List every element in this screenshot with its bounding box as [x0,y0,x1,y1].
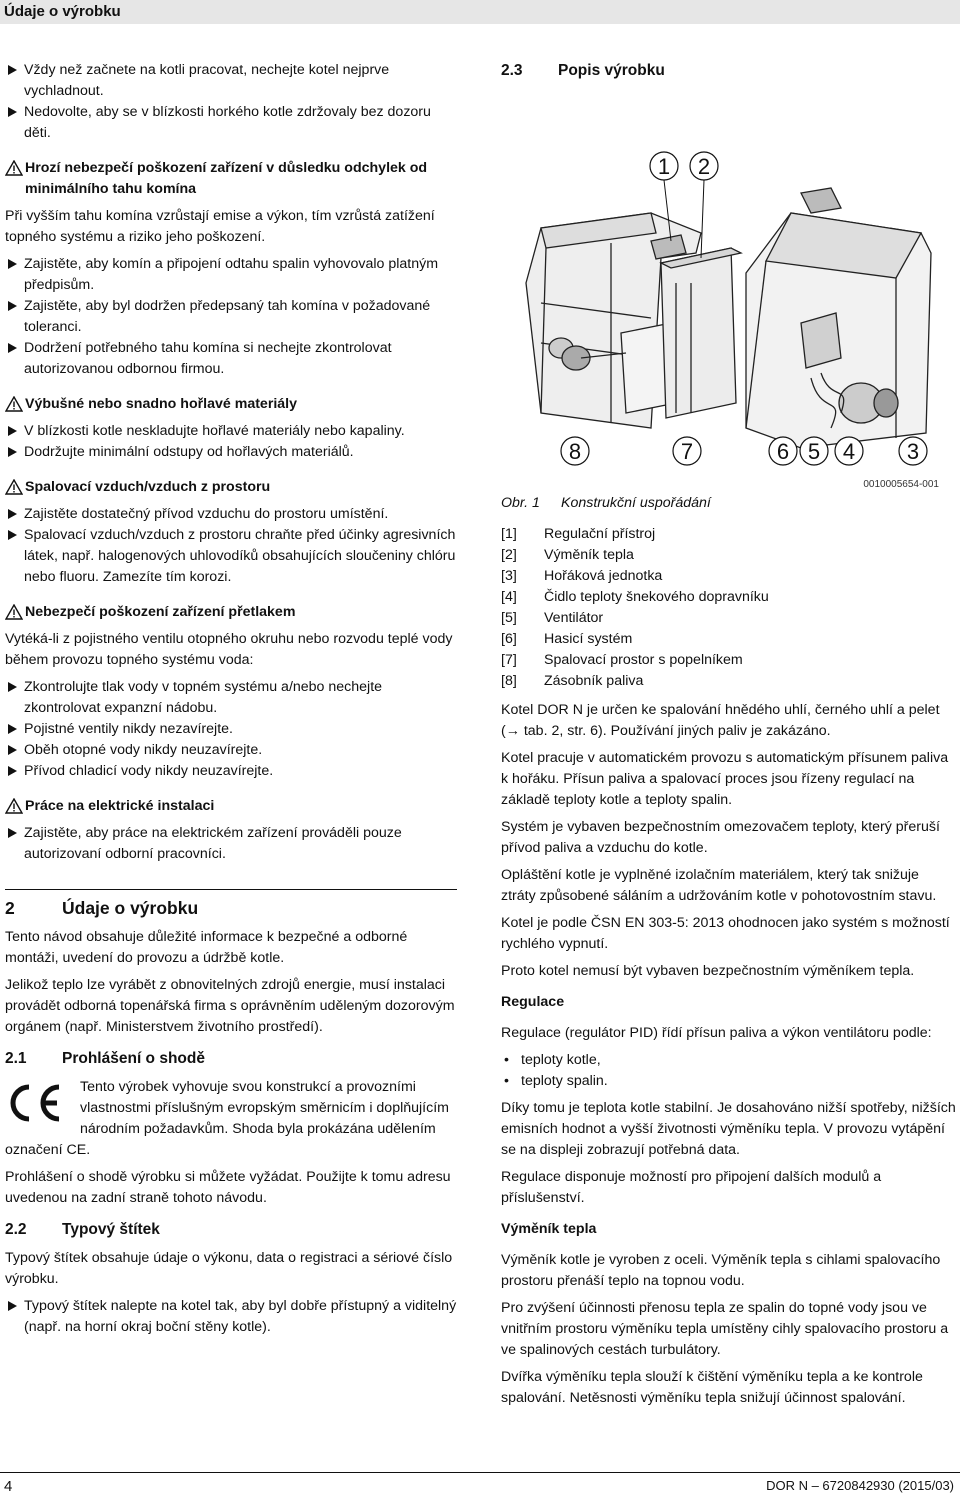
legend-item [501,608,956,629]
list-item: • teploty spalin. [501,1071,956,1092]
legend-item [501,524,956,545]
paragraph: Výměník kotle je vyroben z oceli. Výměník tepla s cihlami spalovacího prostoru přenáší teplo na topnou vodu. [501,1252,941,1289]
paragraph: Proto kotel nemusí být vybaven bezpečnostním výměníkem tepla. [501,963,915,979]
caption-number: Obr. 1 [501,495,540,511]
paragraph: Kotel DOR N je určen ke spalování hnědého uhlí, černého uhlí a pelet (→ tab. 2, str. 6). Používání jiných paliv je zakázáno. [501,702,940,739]
warning-heading [5,394,457,415]
list-item: Typový štítek nalepte na kotel tak, aby byl dobře přístupný a viditelný (např. na horní okraj boční stěny kotle). [5,1296,457,1338]
right-column [501,60,956,1409]
callout-number: 7 [680,439,694,464]
warning-heading [5,602,457,623]
warning-title: Nebezpečí poškození zařízení přetlakem [25,604,296,620]
paragraph: Typový štítek obsahuje údaje o výkonu, data o registraci a sériové číslo výrobku. [5,1250,453,1287]
list-item: Zajistěte, aby práce na elektrickém zařízení prováděli pouze autorizovaní odborní pracovníci. [5,823,457,865]
list-item: Pojistné ventily nikdy nezavírejte. [5,719,457,740]
callout-number: 8 [568,439,582,464]
legend-key: [8] [501,673,517,689]
legend-text: Regulační přístroj [544,526,656,542]
section-heading [5,898,457,919]
paragraph: Systém je vybaven bezpečnostním omezovačem teploty, který přeruší přívod paliva a vzduchu do kotle. [501,819,940,856]
list-item: Zkontrolujte tlak vody v topném systému a/nebo nechejte zkontrolovat expanzní nádobu. [5,677,457,719]
section-number: 2 [5,898,15,918]
legend-text: Zásobník paliva [544,673,644,689]
list-item: Vždy než začnete na kotli pracovat, nechejte kotel nejprve vychladnout. [5,60,457,102]
warning-title: Práce na elektrické instalaci [25,798,215,814]
figure-caption [501,493,956,514]
section-title: Popis výrobku [558,62,665,79]
section-divider [5,889,457,890]
warning-icon [5,604,23,620]
section-number: 2.2 [5,1221,27,1238]
warning-text: Při vyšším tahu komína vzrůstají emise a výkon, tím vzrůstá zatížení topného systému a riziko jeho poškození. [5,208,435,245]
list-item: Zajistěte, aby komín a připojení odtahu spalin vyhovovalo platným předpisům. [5,254,457,296]
callout-number: 1 [657,154,671,179]
legend-key: [2] [501,547,517,563]
subsection-heading [501,60,956,81]
list-item: Zajistěte, aby byl dodržen předepsaný tah komína v požadované toleranci. [5,296,457,338]
legend-key: [1] [501,526,517,542]
warning-title: Spalovací vzduch/vzduch z prostoru [25,479,271,495]
warning-heading [5,158,457,200]
section-title: Prohlášení o shodě [62,1050,205,1067]
warning-icon [5,396,23,412]
left-column [5,60,457,1338]
legend-text: Výměník tepla [544,547,634,563]
warning-title: Hrozí nebezpečí poškození zařízení v důsledku odchylek od minimálního tahu komína [25,160,428,197]
subsection-heading [5,1048,457,1069]
caption-text: Konstrukční uspořádání [561,495,711,511]
legend-item [501,650,956,671]
legend-text: Čidlo teploty šnekového dopravníku [544,589,769,605]
warning-icon [5,798,23,814]
legend-key: [3] [501,568,517,584]
boiler-figure [501,83,956,493]
paragraph: Kotel je podle ČSN EN 303-5: 2013 ohodnocen jako systém s možností rychlého vypnutí. [501,915,950,952]
paragraph: Jelikož teplo lze vyrábět z obnovitelných zdrojů energie, musí instalaci provádět odborná topenářská firma s oprávněním uděleným dozorovým orgánem (např. Ministerstvem životního prostředí). [5,977,455,1035]
section-number: 2.1 [5,1050,27,1067]
paragraph: Díky tomu je teplota kotle stabilní. Je dosahováno nižší spotřeby, nižších emisních hodnot a vyšší životnosti výměníku tepla. V provozu vytápění se na displeji zobrazují potřebná data. [501,1100,956,1158]
paragraph: Tento návod obsahuje důležité informace k bezpečné a odborné montáži, uvedení do provozu a údržbě kotle. [5,929,408,966]
page-footer [0,1472,960,1500]
subheading-vymenik: Výměník tepla [501,1221,597,1237]
callout-number: 3 [906,439,920,464]
legend-key: [5] [501,610,517,626]
paragraph: Dvířka výměníku tepla slouží k čištění výměníku tepla a ke kontrole spalování. Netěsnosti výměníku tepla snižují účinnost spalování. [501,1369,923,1406]
paragraph: Regulace disponuje možností pro připojení dalších modulů a příslušenství. [501,1169,882,1206]
paragraph: označení CE. [5,1142,91,1158]
callout-number: 2 [697,154,711,179]
list-item: Dodržujte minimální odstupy od hořlavých materiálů. [5,442,457,463]
page-number: 4 [4,1478,13,1495]
boiler-drawing [501,83,956,493]
legend-item [501,671,956,692]
warning-heading [5,477,457,498]
list-item: Oběh otopné vody nikdy neuzavírejte. [5,740,457,761]
legend-text: Hořáková jednotka [544,568,663,584]
legend-item [501,629,956,650]
warning-icon [5,479,23,495]
figure-code: 0010005654-001 [863,479,939,490]
legend-text: Spalovací prostor s popelníkem [544,652,743,668]
legend-text: Hasicí systém [544,631,633,647]
legend-item [501,545,956,566]
ce-block [5,1077,457,1140]
header-title: Údaje o výrobku [4,3,121,20]
legend-item [501,566,956,587]
list-item: Přívod chladicí vody nikdy neuzavírejte. [5,761,457,782]
paragraph: Kotel pracuje v automatickém provozu s automatickým přísunem paliva k hořáku. Přísun paliva a spalovací proces jsou řízeny regulací na základě teploty kotle a teploty spalin. [501,750,949,808]
legend-key: [4] [501,589,517,605]
callout-number: 4 [842,439,856,464]
list-item: Dodržení potřebného tahu komína si nechejte zkontrolovat autorizovanou odbornou firmou. [5,338,457,380]
callout-number: 6 [776,439,790,464]
legend-text: Ventilátor [544,610,604,626]
list-item: Spalovací vzduch/vzduch z prostoru chraňte před účinky agresivních látek, např. halogenových uhlovodíků obsahujících sloučeniny chlóru nebo fluoru. Zamezíte tím korozi. [5,525,457,588]
legend-key: [7] [501,652,517,668]
paragraph: Opláštění kotle je vyplněné izolačním materiálem, který tak snižuje ztráty způsobené sáláním a udržováním kotle v pohotovostním stavu. [501,867,937,904]
list-item: V blízkosti kotle neskladujte hořlavé materiály nebo kapaliny. [5,421,457,442]
footer-divider [0,1472,960,1473]
list-item: Nedovolte, aby se v blízkosti horkého kotle zdržovaly bez dozoru děti. [5,102,457,144]
warning-heading [5,796,457,817]
page-header [0,0,960,24]
paragraph: Regulace (regulátor PID) řídí přísun paliva a výkon ventilátoru podle: [501,1025,932,1041]
subheading-regulace: Regulace [501,994,565,1010]
list-item: Zajistěte dostatečný přívod vzduchu do prostoru umístění. [5,504,457,525]
legend-item [501,587,956,608]
legend-list [501,524,956,692]
warning-icon [5,160,23,176]
subsection-heading [5,1219,457,1240]
callout-number: 5 [807,439,821,464]
section-title: Údaje o výrobku [62,898,199,918]
paragraph: Tento výrobek vyhovuje svou konstrukcí a provozními vlastnostmi příslušným evropským směrnicím i doplňujícím národním požadavkům. Shoda byla prokázána udělením [80,1079,449,1137]
list-item: • teploty kotle, [501,1050,956,1071]
section-number: 2.3 [501,62,523,79]
paragraph: Pro zvýšení účinnosti přenosu tepla ze spalin do topné vody jsou ve vnitřním prostoru výměníku tepla umístěny cihly spalovacího prostoru a ve spalinových cestách turbulátory. [501,1300,949,1358]
section-title: Typový štítek [62,1221,160,1238]
ce-mark-icon [5,1081,65,1125]
paragraph: Prohlášení o shodě výrobku si můžete vyžádat. Použijte k tomu adresu uvedenou na zadní straně tohoto návodu. [5,1169,451,1206]
warning-title: Výbušné nebo snadno hořlavé materiály [25,396,298,412]
legend-key: [6] [501,631,517,647]
warning-text: Vytéká-li z pojistného ventilu otopného okruhu nebo rozvodu teplé vody během provozu topného systému voda: [5,631,453,668]
document-reference: DOR N – 6720842930 (2015/03) [766,1478,954,1493]
